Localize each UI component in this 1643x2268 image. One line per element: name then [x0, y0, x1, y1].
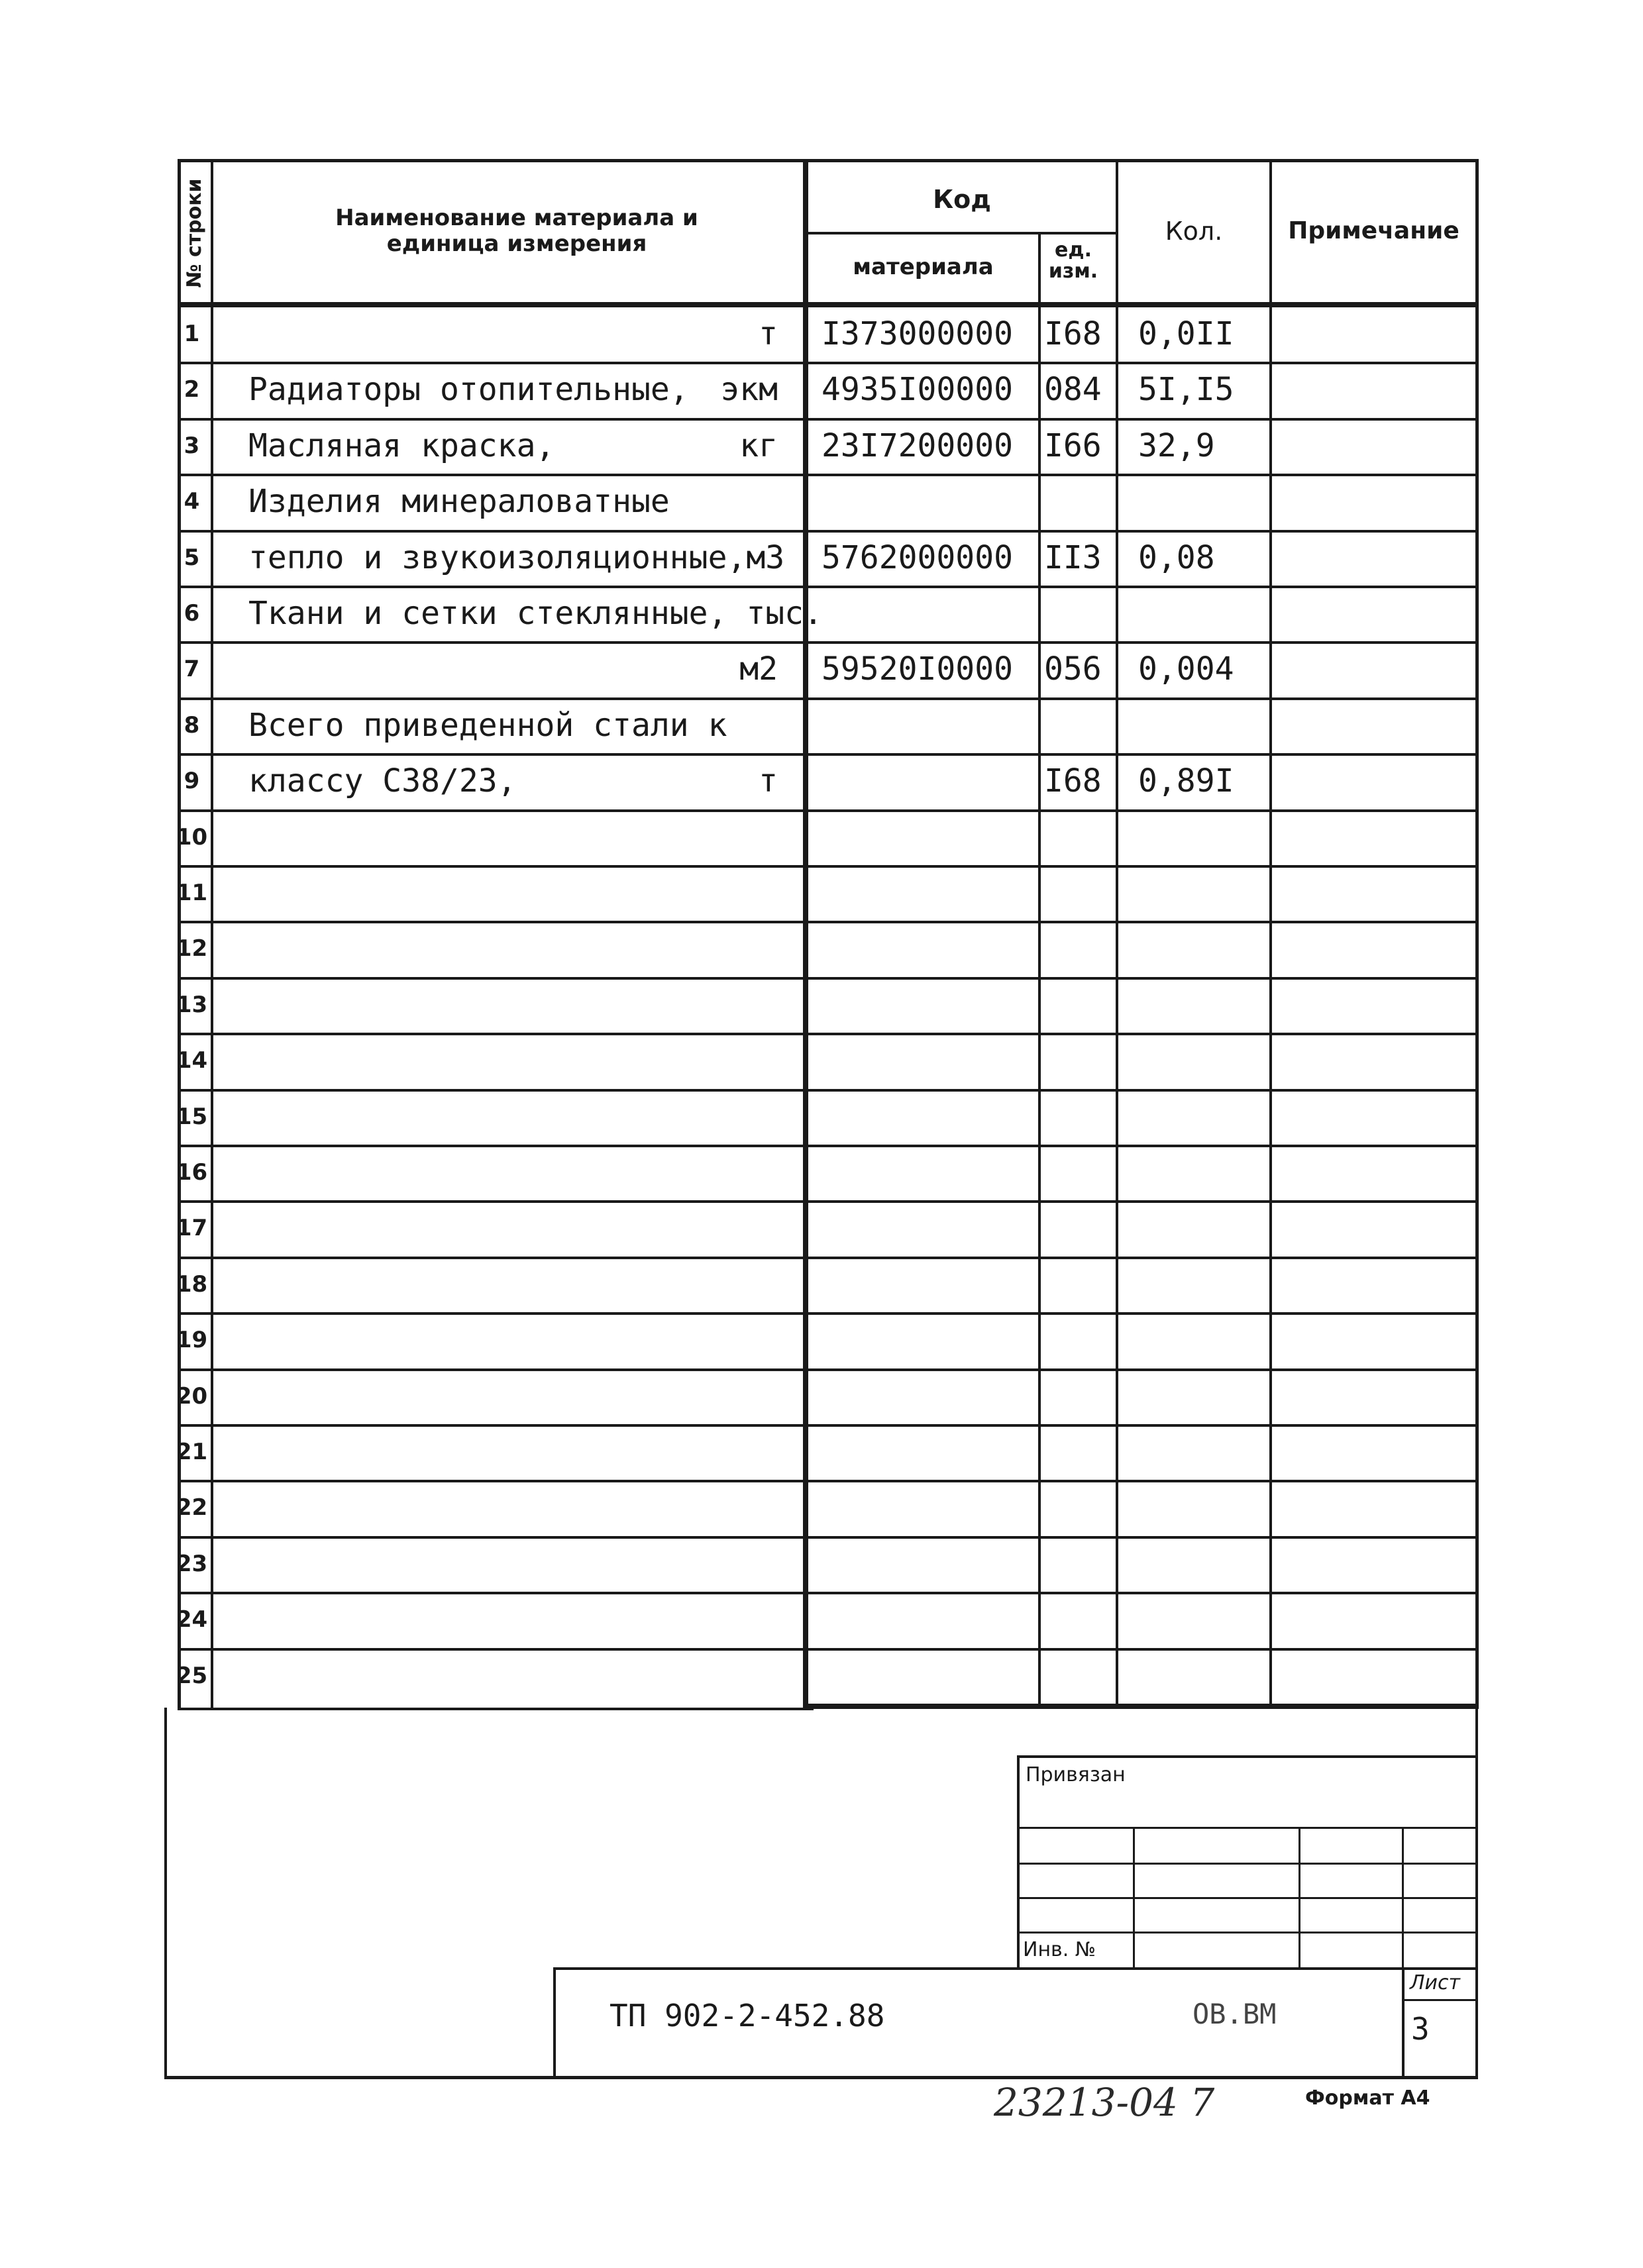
row-number: 13 — [176, 992, 208, 1018]
material-code: 59520I0000 — [822, 650, 1013, 688]
row-number: 25 — [176, 1663, 208, 1689]
row-number: 1 — [184, 321, 200, 347]
row-number: 14 — [176, 1047, 208, 1074]
document-mark: ОВ.ВМ — [1192, 1998, 1277, 2030]
material-name: Масляная краска, — [248, 427, 555, 464]
row-number: 19 — [176, 1327, 208, 1353]
unit-label: экм — [720, 371, 778, 408]
quantity: 0,08 — [1138, 539, 1215, 576]
row-number: 12 — [176, 935, 208, 962]
quantity: 0,0II — [1138, 315, 1234, 352]
unit-label: кг — [739, 427, 778, 464]
row-number: 10 — [176, 824, 208, 850]
paper-format-label: Формат А4 — [1305, 2087, 1430, 2110]
unit-label: т — [759, 315, 778, 352]
inventory-number-label: Инв. № — [1023, 1938, 1096, 1961]
row-number: 23 — [176, 1551, 208, 1577]
material-code: 5762000000 — [822, 539, 1013, 576]
quantity: 0,004 — [1138, 650, 1234, 688]
row-number: 3 — [184, 433, 200, 459]
row-number: 16 — [176, 1159, 208, 1186]
unit-code: I66 — [1044, 427, 1102, 464]
row-number: 6 — [184, 600, 200, 627]
row-number: 8 — [184, 712, 200, 739]
material-code: 23I7200000 — [822, 427, 1013, 464]
unit-label: м2 — [739, 650, 778, 688]
sheet-number: 3 — [1411, 2011, 1430, 2047]
name-header: Наименование материала и единица измерения — [335, 205, 698, 258]
material-code: I373000000 — [822, 315, 1013, 352]
row-number: 15 — [176, 1104, 208, 1130]
material-name: классу С38/23, — [248, 762, 517, 799]
material-name: Радиаторы отопительные, — [248, 371, 689, 408]
material-code: 4935I00000 — [822, 371, 1013, 408]
material-code-header: материала — [853, 254, 994, 280]
unit-code-header: ед. изм. — [1048, 238, 1098, 283]
quantity: 5I,I5 — [1138, 371, 1234, 408]
row-number: 7 — [184, 656, 200, 682]
material-name: Всего приведенной стали к — [248, 707, 727, 744]
material-name: тепло и звукоизоляционные,м3 — [248, 539, 785, 576]
bound-label: Привязан — [1026, 1763, 1126, 1786]
row-number: 22 — [176, 1494, 208, 1521]
row-number: 4 — [184, 488, 200, 515]
document-code: ТП 902-2-452.88 — [610, 1998, 885, 2034]
unit-code: 056 — [1044, 650, 1102, 688]
row-number: 17 — [176, 1215, 208, 1241]
unit-code: I68 — [1044, 762, 1102, 799]
row-number: 18 — [176, 1271, 208, 1298]
unit-code: 084 — [1044, 371, 1102, 408]
unit-code: I68 — [1044, 315, 1102, 352]
handwritten-archive-number: 23213-04 7 — [994, 2080, 1215, 2125]
unit-code: II3 — [1044, 539, 1102, 576]
code-header: Код — [933, 185, 991, 214]
quantity: 0,89I — [1138, 762, 1234, 799]
row-number: 9 — [184, 768, 200, 794]
row-number: 20 — [176, 1383, 208, 1410]
row-number: 21 — [176, 1439, 208, 1465]
row-number: 11 — [176, 880, 208, 906]
quantity: 32,9 — [1138, 427, 1215, 464]
row-number-header: № строки — [182, 178, 206, 288]
row-number: 24 — [176, 1606, 208, 1633]
row-number: 5 — [184, 544, 200, 571]
quantity-header: Кол. — [1165, 217, 1223, 246]
row-number: 2 — [184, 376, 200, 403]
sheet-label: Лист — [1410, 1971, 1461, 1994]
unit-label: т — [759, 762, 778, 799]
material-name: Изделия минераловатные — [248, 483, 670, 520]
note-header: Примечание — [1288, 217, 1459, 244]
material-name: Ткани и сетки стеклянные, тыс. — [248, 595, 823, 632]
